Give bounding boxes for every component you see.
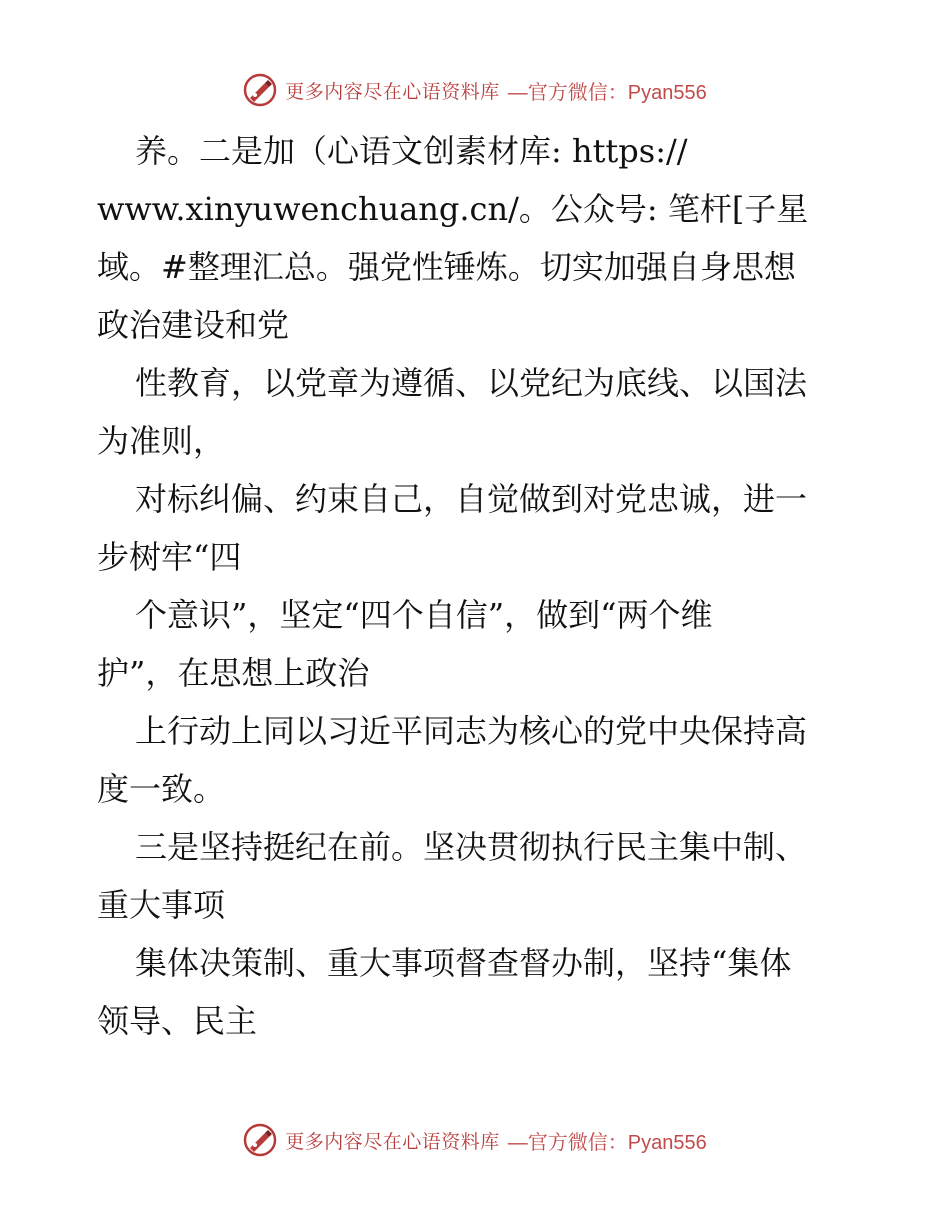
text-line: 域。#整理汇总。强党性锤炼。切实加强自身思想 — [97, 248, 796, 286]
footer-brand-text: 更多内容尽在心语资料库 — [285, 1130, 500, 1153]
text-line: 重大事项 — [97, 886, 226, 924]
text-line: 领导、民主 — [97, 1002, 258, 1040]
text-line: 个意识”，坚定“四个自信”，做到“两个维 — [135, 596, 713, 634]
pen-logo-icon — [243, 73, 277, 107]
text-line: 性教育，以党章为遵循、以党纪为底线、以国法 — [135, 364, 808, 402]
text-line: 为准则， — [97, 422, 226, 460]
text-line: www.xinyuwenchuang.cn/。公众号: 笔杆[子星 — [97, 190, 809, 228]
footer-contact-text: —官方微信：Pyan556 — [507, 1131, 707, 1154]
text-line: 养。二是加（心语文创素材库: https:// — [135, 132, 688, 170]
text-line: 集体决策制、重大事项督查督办制，坚持“集体 — [135, 944, 792, 982]
text-line: 步树牢“四 — [97, 538, 242, 576]
pen-logo-icon — [243, 1123, 277, 1157]
header-watermark — [0, 70, 950, 110]
footer-watermark — [0, 1120, 950, 1160]
text-line: 政治建设和党 — [97, 306, 290, 344]
text-line: 三是坚持挺纪在前。坚决贯彻执行民主集中制、 — [135, 828, 808, 866]
header-contact-text: —官方微信：Pyan556 — [507, 81, 707, 104]
text-line: 对标纠偏、约束自己，自觉做到对党忠诚，进一 — [135, 480, 808, 518]
header-brand-text: 更多内容尽在心语资料库 — [285, 80, 500, 103]
text-line: 度一致。 — [97, 770, 226, 808]
text-line: 护”，在思想上政治 — [97, 654, 370, 692]
document-body — [97, 122, 867, 1050]
text-line: 上行动上同以习近平同志为核心的党中央保持高 — [135, 712, 808, 750]
